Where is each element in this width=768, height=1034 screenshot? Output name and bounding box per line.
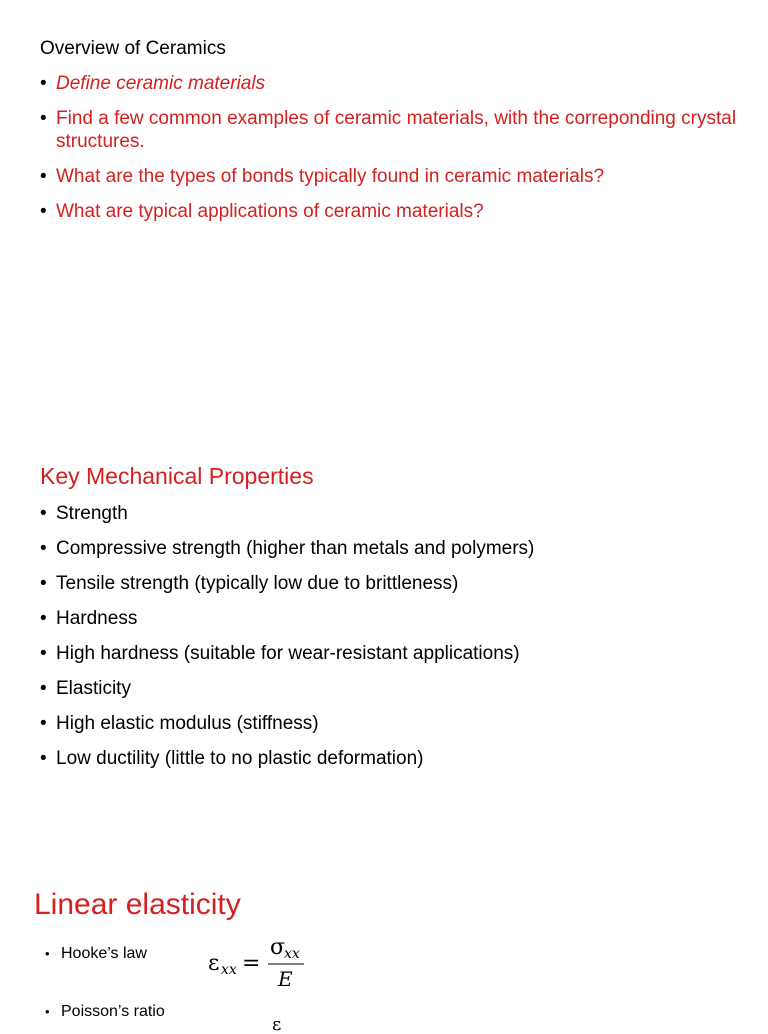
list-item: • High elastic modulus (stiffness) <box>40 713 319 734</box>
hooke-equation <box>208 936 318 996</box>
list-item: • Strength <box>40 503 128 524</box>
mechanical-title: Key Mechanical Properties <box>40 463 314 489</box>
elasticity-list-hooke <box>45 944 147 964</box>
list-item: • Elasticity <box>40 678 131 699</box>
bullet-icon: • <box>45 1004 50 1019</box>
bullet-icon: • <box>40 538 47 559</box>
elasticity-section <box>0 870 768 1034</box>
list-item: • What are typical applications of ceramic materials? <box>40 201 484 222</box>
overview-title: Overview of Ceramics <box>40 38 226 59</box>
list-item: • Compressive strength (higher than metals and polymers) <box>40 538 535 559</box>
list-item: • High hardness (suitable for wear-resistant applications) <box>40 643 520 664</box>
list-item: • Hooke’s law <box>45 945 147 962</box>
elasticity-title: Linear elasticity <box>34 888 241 921</box>
bullet-icon: • <box>40 713 47 734</box>
list-item: • Low ductility (little to no plastic deformation) <box>40 748 424 769</box>
elasticity-list-poisson <box>45 1002 165 1022</box>
poisson-equation <box>270 1010 310 1034</box>
mechanical-list <box>40 502 740 782</box>
bullet-icon: • <box>40 678 47 699</box>
bullet-icon: • <box>40 201 47 222</box>
poisson-partial: ε <box>272 1014 282 1034</box>
overview-section <box>0 0 768 300</box>
list-item: • Find a few common examples of ceramic materials, with the correponding crystal structures. <box>40 108 737 152</box>
list-item: • Tensile strength (typically low due to brittleness) <box>40 573 459 594</box>
bullet-icon: • <box>40 573 47 594</box>
hooke-lhs: ε <box>208 951 220 976</box>
bullet-icon: • <box>40 73 47 94</box>
bullet-icon: • <box>40 166 47 187</box>
bullet-icon: • <box>40 608 47 629</box>
hooke-equals: = <box>242 951 261 976</box>
list-item: • Define ceramic materials <box>40 73 266 94</box>
mechanical-section <box>0 440 768 800</box>
hooke-numerator: σ <box>270 935 286 960</box>
list-item: • Poisson’s ratio <box>45 1003 165 1020</box>
list-item: • What are the types of bonds typically found in ceramic materials? <box>40 166 605 187</box>
hooke-denominator: E <box>278 967 293 991</box>
bullet-icon: • <box>40 748 47 769</box>
bullet-icon: • <box>40 503 47 524</box>
list-item: • Hardness <box>40 608 138 629</box>
overview-list <box>40 72 740 235</box>
hooke-equation-svg <box>208 936 318 992</box>
poisson-equation-svg <box>270 1010 310 1034</box>
bullet-icon: • <box>40 108 47 129</box>
hooke-lhs-sub: xx <box>221 962 237 978</box>
bullet-icon: • <box>40 643 47 664</box>
hooke-numerator-sub: xx <box>284 946 300 962</box>
bullet-icon: • <box>45 946 50 961</box>
